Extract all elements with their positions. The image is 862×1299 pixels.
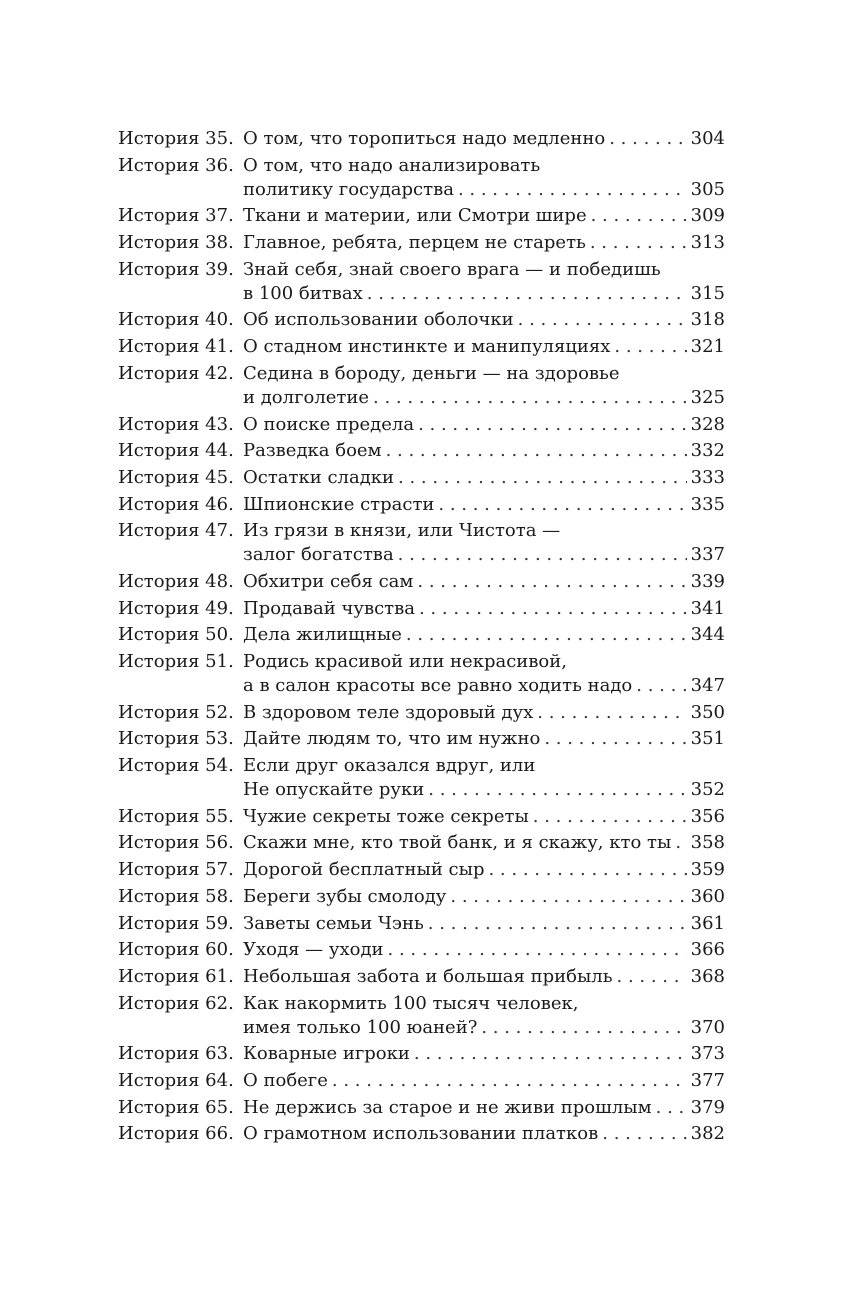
toc-page-number: 377 bbox=[690, 1069, 725, 1091]
toc-entry-title: имея только 100 юаней? bbox=[243, 1016, 478, 1038]
toc-entry-title: О грамотном использовании платков bbox=[243, 1123, 599, 1145]
toc-page-number: 341 bbox=[690, 597, 725, 619]
toc-entry bbox=[118, 650, 725, 698]
toc-entry-title: Обхитри себя сам bbox=[243, 570, 414, 592]
toc-entry-title: Не опускайте руки bbox=[243, 779, 425, 801]
toc-entry-number: История 48. bbox=[118, 570, 234, 592]
toc-page-number: 325 bbox=[690, 386, 725, 408]
dot-leader bbox=[488, 858, 686, 882]
toc-entry-title: Как накормить 100 тысяч человек, bbox=[243, 992, 579, 1014]
toc-page-number: 356 bbox=[690, 805, 725, 827]
toc-entry-number: История 40. bbox=[118, 309, 234, 331]
toc-page-number: 333 bbox=[690, 466, 725, 488]
toc-page-number: 337 bbox=[690, 544, 725, 566]
toc-entry bbox=[118, 727, 725, 751]
dot-leader bbox=[533, 805, 687, 829]
toc-entry-title: Уходя — уходи bbox=[243, 939, 384, 961]
toc-entry bbox=[118, 493, 725, 517]
table-of-contents bbox=[118, 127, 725, 1149]
toc-page-number: 309 bbox=[690, 205, 725, 227]
dot-leader bbox=[419, 597, 687, 621]
dot-leader bbox=[428, 778, 686, 802]
toc-entry-number: История 50. bbox=[118, 624, 234, 646]
toc-entry bbox=[118, 597, 725, 621]
dot-leader bbox=[675, 831, 686, 855]
toc-entry bbox=[118, 1096, 725, 1120]
toc-entry-number: История 65. bbox=[118, 1096, 234, 1118]
dot-leader bbox=[373, 386, 687, 410]
toc-page-number: 350 bbox=[690, 701, 725, 723]
toc-entry-title: Родись красивой или некрасивой, bbox=[243, 651, 567, 672]
dot-leader bbox=[544, 727, 686, 751]
toc-entry-number: История 39. bbox=[118, 258, 234, 280]
toc-entry bbox=[118, 258, 725, 306]
dot-leader bbox=[609, 127, 686, 151]
toc-entry-title: политику государства bbox=[243, 178, 454, 200]
dot-leader bbox=[398, 466, 687, 490]
toc-entry bbox=[118, 938, 725, 962]
toc-entry bbox=[118, 466, 725, 490]
toc-entry bbox=[118, 912, 725, 936]
toc-entry-number: История 56. bbox=[118, 832, 234, 854]
toc-entry bbox=[118, 701, 725, 725]
toc-page-number: 332 bbox=[690, 440, 725, 462]
dot-leader bbox=[591, 204, 687, 228]
toc-entry-title: Дорогой бесплатный сыр bbox=[243, 859, 485, 881]
toc-entry-number: История 51. bbox=[118, 651, 234, 672]
toc-entry bbox=[118, 1042, 725, 1066]
toc-page-number: 339 bbox=[690, 570, 725, 592]
toc-entry-number: История 53. bbox=[118, 728, 234, 750]
toc-entry-title: в 100 битвах bbox=[243, 282, 363, 304]
dot-leader bbox=[438, 493, 686, 517]
toc-entry-title: Береги зубы смолоду bbox=[243, 885, 447, 907]
dot-leader bbox=[458, 178, 687, 202]
toc-entry-title: О стадном инстинкте и манипуляциях bbox=[243, 336, 611, 358]
dot-leader bbox=[406, 623, 687, 647]
toc-page-number: 366 bbox=[690, 939, 725, 961]
toc-entry-title: Знай себя, знай своего врага — и победишь bbox=[243, 258, 661, 280]
toc-entry-number: История 47. bbox=[118, 520, 234, 542]
toc-page-number: 347 bbox=[690, 675, 725, 696]
dot-leader bbox=[481, 1016, 686, 1040]
dot-leader bbox=[518, 308, 687, 332]
toc-page-number: 352 bbox=[690, 779, 725, 801]
dot-leader bbox=[656, 1096, 687, 1120]
toc-entry-number: История 61. bbox=[118, 965, 234, 987]
toc-entry bbox=[118, 308, 725, 332]
toc-entry bbox=[118, 885, 725, 909]
toc-entry-number: История 49. bbox=[118, 597, 234, 619]
toc-entry-number: История 46. bbox=[118, 493, 234, 515]
toc-page-number: 358 bbox=[690, 832, 725, 854]
toc-entry-title: Не держись за старое и не живи прошлым bbox=[243, 1096, 652, 1118]
dot-leader bbox=[418, 413, 687, 437]
toc-page-number: 315 bbox=[690, 282, 725, 304]
toc-entry-number: История 66. bbox=[118, 1123, 234, 1145]
toc-entry-title: залог богатства bbox=[243, 544, 394, 566]
toc-entry-title: О том, что торопиться надо медленно bbox=[243, 128, 606, 149]
dot-leader bbox=[398, 543, 687, 567]
dot-leader bbox=[417, 570, 686, 594]
toc-entry-title: Чужие секреты тоже секреты bbox=[243, 805, 529, 827]
toc-page-number: 304 bbox=[690, 128, 725, 149]
toc-entry-title: а в салон красоты все равно ходить надо bbox=[243, 675, 633, 696]
toc-page-number: 382 bbox=[690, 1123, 725, 1145]
toc-entry-title: Главное, ребята, перцем не стареть bbox=[243, 232, 586, 254]
toc-entry-title: Скажи мне, кто твой банк, и я скажу, кто ты bbox=[243, 832, 672, 854]
toc-entry-number: История 43. bbox=[118, 413, 234, 435]
dot-leader bbox=[332, 1069, 687, 1093]
toc-entry-title: Коварные игроки bbox=[243, 1043, 410, 1065]
toc-entry-number: История 63. bbox=[118, 1043, 234, 1065]
toc-page-number: 379 bbox=[690, 1096, 725, 1118]
toc-entry-title: Седина в бороду, деньги — на здоровье bbox=[243, 362, 620, 384]
toc-page-number: 359 bbox=[690, 859, 725, 881]
toc-entry bbox=[118, 231, 725, 255]
toc-entry-title: Если друг оказался вдруг, или bbox=[243, 755, 536, 777]
toc-entry bbox=[118, 858, 725, 882]
toc-entry bbox=[118, 992, 725, 1040]
toc-entry-title: Шпионские страсти bbox=[243, 493, 435, 515]
toc-entry-number: История 45. bbox=[118, 466, 234, 488]
toc-entry-number: История 57. bbox=[118, 859, 234, 881]
dot-leader bbox=[386, 439, 687, 463]
toc-page-number: 360 bbox=[690, 885, 725, 907]
toc-page-number: 335 bbox=[690, 493, 725, 515]
toc-page-number: 321 bbox=[690, 336, 725, 358]
toc-entry-number: История 37. bbox=[118, 205, 234, 227]
dot-leader bbox=[428, 912, 687, 936]
toc-page-number: 370 bbox=[690, 1016, 725, 1038]
toc-entry-number: История 54. bbox=[118, 755, 234, 777]
dot-leader bbox=[388, 938, 687, 962]
toc-entry-number: История 55. bbox=[118, 805, 234, 827]
toc-entry-title: и долголетие bbox=[243, 386, 370, 408]
toc-entry bbox=[118, 204, 725, 228]
toc-page-number: 344 bbox=[690, 624, 725, 646]
toc-entry bbox=[118, 154, 725, 202]
toc-entry-title: Разведка боем bbox=[243, 440, 382, 462]
toc-entry-title: О том, что надо анализировать bbox=[243, 154, 541, 176]
toc-entry bbox=[118, 805, 725, 829]
toc-entry bbox=[118, 831, 725, 855]
toc-entry-title: Остатки сладки bbox=[243, 466, 395, 488]
toc-entry-title: О поиске предела bbox=[243, 413, 415, 435]
toc-entry-number: История 41. bbox=[118, 336, 234, 358]
toc-entry bbox=[118, 1122, 725, 1146]
toc-page-number: 373 bbox=[690, 1043, 725, 1065]
toc-entry-title: Дайте людям то, что им нужно bbox=[243, 728, 541, 750]
dot-leader bbox=[602, 1122, 686, 1146]
toc-entry bbox=[118, 413, 725, 437]
toc-entry-title: Ткани и материи, или Смотри шире bbox=[243, 205, 587, 227]
toc-entry-number: История 62. bbox=[118, 992, 234, 1014]
toc-entry-number: История 36. bbox=[118, 154, 234, 176]
toc-entry-number: История 60. bbox=[118, 939, 234, 961]
toc-page-number: 368 bbox=[690, 965, 725, 987]
dot-leader bbox=[590, 231, 687, 255]
toc-entry bbox=[118, 439, 725, 463]
toc-entry-number: История 52. bbox=[118, 701, 234, 723]
toc-entry-title: Продавай чувства bbox=[243, 597, 415, 619]
toc-entry bbox=[118, 570, 725, 594]
toc-page-number: 328 bbox=[690, 413, 725, 435]
toc-entry-number: История 38. bbox=[118, 232, 234, 254]
toc-entry-title: Заветы семьи Чэнь bbox=[243, 912, 424, 934]
toc-page-number: 305 bbox=[690, 178, 725, 200]
dot-leader bbox=[614, 335, 686, 359]
toc-page-number: 313 bbox=[690, 232, 725, 254]
toc-entry bbox=[118, 754, 725, 802]
dot-leader bbox=[617, 965, 687, 989]
toc-entry-title: Небольшая забота и большая прибыль bbox=[243, 965, 613, 987]
toc-entry bbox=[118, 362, 725, 410]
toc-entry-number: История 44. bbox=[118, 440, 234, 462]
toc-entry-number: История 35. bbox=[118, 128, 234, 149]
toc-page-number: 318 bbox=[690, 309, 725, 331]
toc-entry bbox=[118, 335, 725, 359]
dot-leader bbox=[636, 674, 686, 698]
dot-leader bbox=[450, 885, 686, 909]
toc-entry-title: Дела жилищные bbox=[243, 624, 402, 646]
toc-entry bbox=[118, 1069, 725, 1093]
toc-entry bbox=[118, 623, 725, 647]
dot-leader bbox=[367, 282, 687, 306]
dot-leader bbox=[537, 701, 686, 725]
toc-entry-title: О побеге bbox=[243, 1069, 328, 1091]
toc-page-number: 351 bbox=[690, 728, 725, 750]
toc-entry-number: История 59. bbox=[118, 912, 234, 934]
toc-entry bbox=[118, 965, 725, 989]
toc-entry-number: История 42. bbox=[118, 362, 234, 384]
toc-entry-title: Из грязи в князи, или Чистота — bbox=[243, 520, 561, 542]
dot-leader bbox=[414, 1042, 687, 1066]
toc-entry-title: В здоровом теле здоровый дух bbox=[243, 701, 534, 723]
toc-entry-title: Об использовании оболочки bbox=[243, 309, 514, 331]
toc-page-number: 361 bbox=[690, 912, 725, 934]
toc-entry bbox=[118, 127, 725, 151]
toc-entry-number: История 58. bbox=[118, 885, 234, 907]
toc-entry-number: История 64. bbox=[118, 1069, 234, 1091]
toc-entry bbox=[118, 519, 725, 567]
